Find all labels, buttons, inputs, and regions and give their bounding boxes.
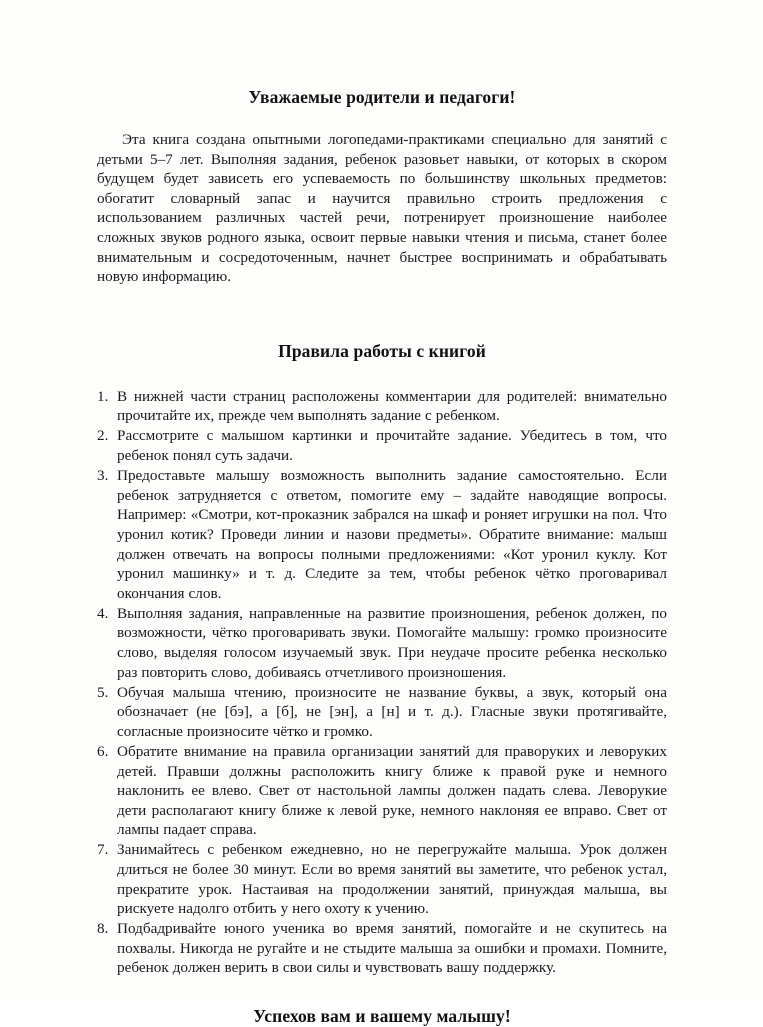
list-item-text: Подбадривайте юного ученика во время занятий, помогайте и не скупитесь на похвалы. Никогда не ругайте и не стыдите малыша за ошибки и промахи. Помните, ребенок должен верить в свои силы и чувствовать вашу поддержку. — [117, 920, 667, 977]
list-item-number: 1. — [97, 387, 109, 405]
list-item-text: Обратите внимание на правила организации занятий для праворуких и леворуких детей. Правши должны расположить книгу ближе к правой руке и немного наклонить ее влево. Свет от настольной лампы должен падать слева. Леворукие дети располагают книгу ближе к левой руке, немного наклоняя ее вправо. Свет от лампы падает справа. — [117, 742, 667, 839]
list-item-number: 8. — [97, 920, 109, 938]
list-item-number: 7. — [97, 841, 109, 859]
list-item-text: Выполняя задания, направленные на развитие произношения, ребенок должен, по возможности, чётко проговаривать звуки. Помогайте малышу: громко произносите слово, выделяя голосом изучаемый звук. При неудаче просите ребенка несколько раз повторить слово, добиваясь отчетливого произношения. — [117, 604, 667, 681]
closing-heading: Успехов вам и вашему малышу! — [253, 1006, 511, 1027]
list-item — [97, 387, 667, 426]
intro-paragraph: Эта книга создана опытными логопедами-практиками специально для занятий с детьми 5–7 лет. Выполняя задания, ребенок разовьет навыки, от которых в скором будущем будет зависеть его успеваемость по большинству школьных предметов: обогатит словарный запас и научится правильно строить предложения с использованием различных частей речи, потренирует произношение наиболее сложных звуков родного языка, освоит первые навыки чтения и письма, станет более внимательным и сосредоточенным, начнет быстрее воспринимать и обрабатывать новую информацию. — [97, 131, 667, 286]
list-item — [97, 919, 667, 978]
list-item-number: 6. — [97, 742, 109, 760]
list-item-number: 5. — [97, 683, 109, 701]
list-item-text: Обучая малыша чтению, произносите не название буквы, а звук, который она обозначает (не [бэ], а [б], не [эн], а [н] и т. д.). Гласные звуки протягивайте, согласные произносите чётко и громко. — [117, 683, 667, 740]
intro-heading: Уважаемые родители и педагоги! — [248, 87, 516, 107]
list-item-text: Рассмотрите с малышом картинки и прочитайте задание. Убедитесь в том, что ребенок понял суть задачи. — [117, 427, 667, 465]
page-content — [97, 86, 667, 1027]
rules-list — [97, 387, 667, 978]
list-item-text: В нижней части страниц расположены комментарии для родителей: внимательно прочитайте их, прежде чем выполнять задание с ребенком. — [117, 387, 667, 425]
list-item — [97, 604, 667, 682]
list-item — [97, 466, 667, 603]
list-item — [97, 840, 667, 918]
list-item — [97, 426, 667, 465]
list-item-number: 3. — [97, 467, 109, 485]
list-item-text: Предоставьте малышу возможность выполнить задание самостоятельно. Если ребенок затрудняется с ответом, помогите ему – задайте наводящие вопросы. Например: «Смотри, кот-проказник забрался на шкаф и роняет игрушки на пол. Что уронил котик? Проведи линии и назови предметы». Обратите внимание: малыш должен отвечать на вопросы полными предложениями: «Кот уронил куклу. Кот уронил машинку» и т. д. Следите за тем, чтобы ребенок чётко проговаривал окончания слов. — [117, 467, 667, 602]
list-item-text: Занимайтесь с ребенком ежедневно, но не перегружайте малыша. Урок должен длиться не более 30 минут. Если во время занятий вы заметите, что ребенок устал, прекратите урок. Настаивая на продолжении занятий, принуждая малыша, вы рискуете надолго отбить у него охоту к учению. — [117, 841, 667, 918]
list-item-number: 4. — [97, 604, 109, 622]
list-item — [97, 742, 667, 840]
list-item — [97, 683, 667, 742]
list-item-number: 2. — [97, 427, 109, 445]
rules-heading: Правила работы с книгой — [278, 340, 486, 361]
